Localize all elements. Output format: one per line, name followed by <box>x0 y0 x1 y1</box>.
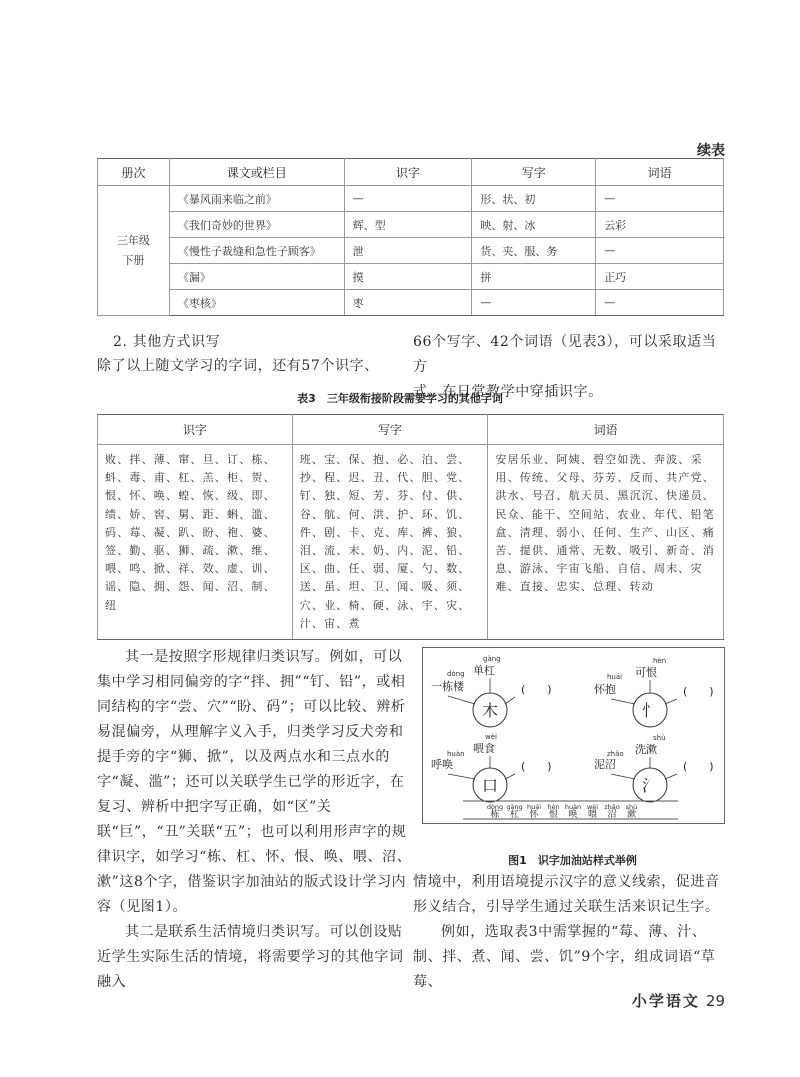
page-footer <box>632 990 725 1011</box>
continued-table-label: 续表 <box>697 143 725 159</box>
page-number: 29 <box>705 992 725 1010</box>
spoke-line <box>448 696 475 704</box>
summary-pinyin: huái <box>526 803 542 811</box>
header-lesson: 课文或栏目 <box>169 159 344 186</box>
cell-write-chars: 班、宝、保、抱、必、泊、尝、抄、程、迟、丑、代、胆、党、钉、独、短、芳、芬、付、供、谷、航、何、洪、护、环、饥、件、剧、卡、克、库、裤、狼、泪、流、末、奶、内、泥、铅、区、曲、任、弱、厦、勺、数、送、虽、坦、卫、闻、吸、须、穴、业、椅、硬、泳、宇、灾、汁、宙、煮 <box>292 445 488 640</box>
radical-char: 口 <box>481 776 499 795</box>
summary-pinyin: shù <box>625 803 638 811</box>
pinyin-label: gàng <box>483 655 501 663</box>
grade-cell <box>98 186 170 316</box>
cell-words: — <box>596 186 724 212</box>
summary-char: 沼 <box>607 810 617 820</box>
cell-words: 云彩 <box>596 212 724 238</box>
cell-recognize: 摸 <box>344 264 472 290</box>
table-2-continued <box>97 158 724 316</box>
summary-pinyin: zhǎo <box>604 803 620 811</box>
body-left-column <box>97 645 412 995</box>
body-right-column <box>413 870 725 995</box>
header-recognize: 识字 <box>98 415 293 445</box>
cell-words: — <box>596 290 724 316</box>
table-header-row <box>98 415 724 445</box>
cell-lesson: 《暴风雨来临之前》 <box>169 186 344 212</box>
header-words: 词语 <box>488 415 724 445</box>
example-word: 喂食 <box>473 742 495 755</box>
summary-char: 喂 <box>587 810 598 820</box>
header-recognize: 识字 <box>344 159 472 186</box>
figure-1 <box>422 647 725 824</box>
spoke-line <box>665 699 677 704</box>
example-word: 单杠 <box>473 664 495 677</box>
blank-slot: ( ) <box>683 685 714 698</box>
spoke-line <box>665 774 677 779</box>
journal-name: 小学语文 <box>631 992 700 1010</box>
pinyin-label: huàn <box>447 750 465 758</box>
pinyin-label: dòng <box>447 670 465 678</box>
pinyin-label: huái <box>607 673 623 681</box>
summary-char: 栋 <box>490 810 500 820</box>
table-row <box>98 264 724 290</box>
summary-char: 怀 <box>529 810 539 820</box>
summary-char: 杠 <box>509 810 520 820</box>
spoke-line <box>611 699 635 704</box>
radical-char: 氵 <box>641 776 659 795</box>
spoke-line <box>505 697 515 704</box>
cell-words: — <box>596 238 724 264</box>
cell-recognize-chars: 败、拌、薄、窜、旦、订、栋、蚪、毒、甫、杠、羔、柜、贺、恨、怀、唤、蝗、恢、级、即、绩、娇、窖、舅、距、蝌、滥、码、莓、凝、趴、盼、袍、婆、签、勤、驱、狮、疏、漱、维、喂、鸣、掀、祥、效、虚、训、谣、隐、拥、怨、闻、沼、制、纽 <box>98 445 293 640</box>
summary-char: 唤 <box>568 810 578 820</box>
header-write: 写字 <box>472 159 596 186</box>
pinyin-label: zhǎo <box>607 750 624 758</box>
summary-pinyin: huàn <box>564 803 582 811</box>
cell-lesson: 《枣核》 <box>169 290 344 316</box>
summary-pinyin: hèn <box>547 803 560 811</box>
spoke-line <box>611 774 635 779</box>
example-word: 泥沼 <box>594 758 616 771</box>
table-row <box>98 445 724 640</box>
example-word: 洗漱 <box>635 743 657 756</box>
paragraph-4: 例如，选取表3中需掌握的“莓、薄、汁、制、拌、煮、闻、尝、饥”9个字，组成词语“草莓、 <box>413 924 716 990</box>
summary-pinyin: wèi <box>586 803 599 811</box>
spoke-line <box>505 774 515 779</box>
header-words: 词语 <box>596 159 724 186</box>
figure-1-caption: 图1 识字加油站样式举例 <box>508 854 637 867</box>
figure-1-diagram <box>423 648 724 823</box>
blank-slot: ( ) <box>521 683 552 696</box>
blank-slot: ( ) <box>683 760 714 773</box>
section-heading: 2. 其他方式识写 <box>113 334 221 350</box>
cell-write: 拼 <box>472 264 596 290</box>
cell-write: — <box>472 290 596 316</box>
summary-char: 漱 <box>626 810 637 820</box>
paragraph-1: 其一是按照字形规律归类识写。例如，可以集中学习相同偏旁的字“拌、拥”“钉、铅”，或相同结构的字“尝、穴”“盼、码”；可以比较、辨析易混偏旁，从理解字义入手，归类学习反犬旁和提手旁的字“狮、掀”，以及两点水和三点水的字“凝、滥”；还可以关联学生已学的形近字，在复习、辨析中把字写正确，如“区”关联“巨”，“丑”关联“五”；也可以利用形声字的规律识字，如学习“栋、杠、怀、恨、唤、喂、沼、漱”这8个字，借鉴识字加油站的版式设计学习内容（见图1）。 <box>97 649 412 915</box>
section-intro-left: 除了以上随文学习的字词，还有57个识字、 <box>97 358 379 374</box>
pinyin-label: wèi <box>485 733 497 741</box>
cell-words-list: 安居乐业、阿姨、碧空如洗、奔波、采用、传统、父母、芬芳、反而、共产党、洪水、号召、航天员、黑沉沉、快递员、民众、能干、空间站、农业、年代、铅笔盒、清理、弱小、任何、生产、山区、痛苦、提供、通常、无数、吸引、新奇、消息、游泳、宇宙飞船、自信、周末、灾难、直接、忠实、总理、转动 <box>488 445 724 640</box>
pinyin-label: shù <box>653 734 666 742</box>
cell-recognize: 泄 <box>344 238 472 264</box>
table-row <box>98 238 724 264</box>
table-row <box>98 186 724 212</box>
cell-recognize: 辉、型 <box>344 212 472 238</box>
cell-write: 映、射、冰 <box>472 212 596 238</box>
table-3-caption: 表3 三年级衔接阶段需要学习的其他字词 <box>297 392 503 405</box>
radical-char: 木 <box>481 701 499 720</box>
cell-words: 正巧 <box>596 264 724 290</box>
example-word: 呼唤 <box>431 758 453 771</box>
pinyin-label: hèn <box>653 657 667 665</box>
cell-recognize: 枣 <box>344 290 472 316</box>
cell-recognize: — <box>344 186 472 212</box>
cell-lesson: 《漏》 <box>169 264 344 290</box>
grade-line-1: 三年级 <box>116 233 150 247</box>
table-header-row <box>98 159 724 186</box>
summary-pinyin: dòng <box>486 803 504 811</box>
paragraph-3: 情境中，利用语境提示汉字的意义线索，促进音形义结合，引导学生通过关联生活来识记生字。 <box>413 874 720 915</box>
cell-lesson: 《我们奇妙的世界》 <box>169 212 344 238</box>
grade-line-2: 下册 <box>122 253 145 267</box>
cell-lesson: 《慢性子裁缝和急性子顾客》 <box>169 238 344 264</box>
section-intro-right-line: 式，在日常教学中穿插识字。 <box>413 384 603 400</box>
summary-pinyin: gàng <box>506 803 523 811</box>
radical-char: 忄 <box>641 701 659 720</box>
table-3 <box>97 414 724 640</box>
section-intro-right-line: 66个写字、42个词语（见表3），可以采取适当方 <box>413 334 717 375</box>
header-write: 写字 <box>292 415 488 445</box>
blank-slot: ( ) <box>521 760 552 773</box>
table-row <box>98 212 724 238</box>
header-volume: 册次 <box>98 159 170 186</box>
example-word: 一栋楼 <box>431 680 464 693</box>
table-row <box>98 290 724 316</box>
example-word: 怀抱 <box>594 683 616 696</box>
cell-write: 货、夹、服、务 <box>472 238 596 264</box>
spoke-line <box>448 774 475 779</box>
summary-char: 恨 <box>548 810 559 820</box>
cell-write: 形、状、初 <box>472 186 596 212</box>
paragraph-2: 其二是联系生活情境归类识写。可以创设贴近学生实际生活的情境，将需要学习的其他字词融入 <box>97 924 404 990</box>
example-word: 可恨 <box>635 666 657 679</box>
